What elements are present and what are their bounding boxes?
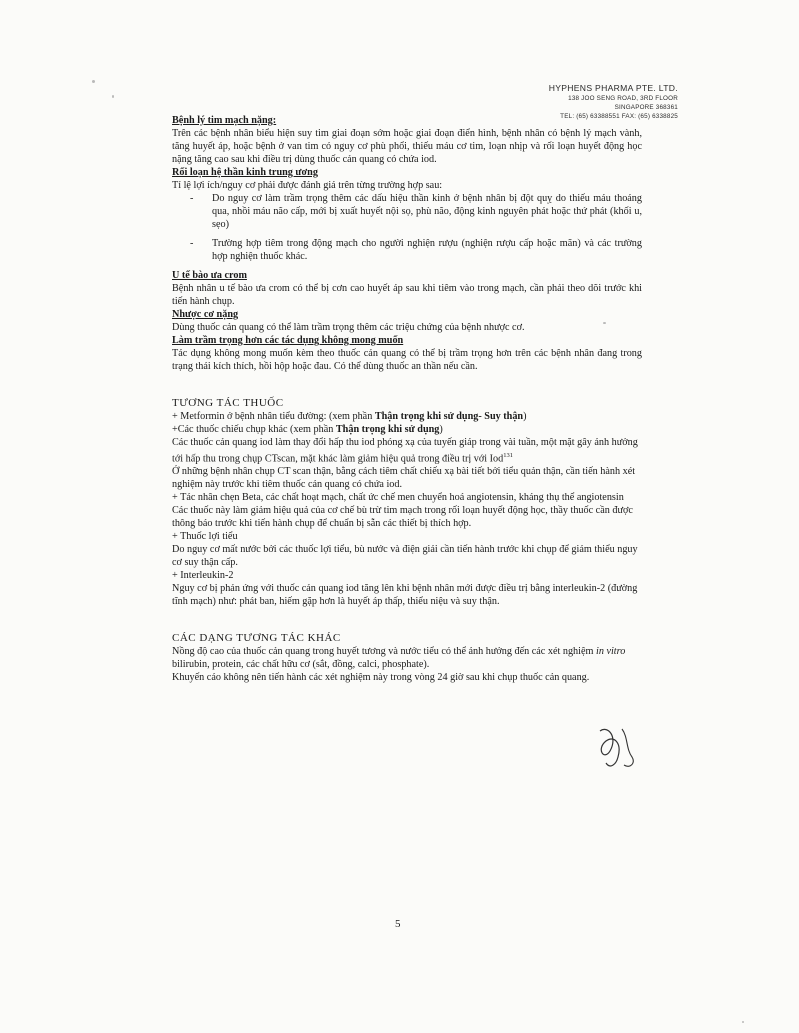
company-address-line2: SINGAPORE 368361 <box>614 104 678 111</box>
other-interactions-title: CÁC DẠNG TƯƠNG TÁC KHÁC <box>172 632 341 645</box>
scan-speck <box>112 95 114 98</box>
other-suffix: ) <box>439 424 443 435</box>
interleukin-text: Nguy cơ bị phản ứng với thuốc cản quang iod tăng lên khi bệnh nhân mới được điều trị bằng interleukin-2 (đường tĩnh mạch) như: phát ban, hiếm gặp hơn là huyết áp thấp, thiểu niệu và suy thận. <box>172 583 638 608</box>
scan-speck <box>92 80 95 83</box>
metformin-line <box>172 410 642 423</box>
section-text-myasthenia: Dùng thuốc cản quang có thể làm trầm trọng thêm các triệu chứng của bệnh nhược cơ. <box>172 322 525 333</box>
section-heading-cns: Rối loạn hệ thần kinh trung ương <box>172 167 318 178</box>
other-text-prefix: Nồng độ cao của thuốc cản quang trong huyết tương và nước tiểu có thể ảnh hưởng đến các xét nghiệm <box>172 646 596 658</box>
metformin-prefix: + Metformin ở bệnh nhân tiểu đường: (xem phần <box>172 411 375 422</box>
interactions-section <box>172 397 642 608</box>
section-heading-pheo: U tế bào ưa crom <box>172 270 247 281</box>
metformin-bold: Thận trọng khi sử dụng- Suy thận <box>374 411 524 422</box>
recommendation-text: Khuyến cáo không nên tiến hành các xét nghiệm này trong vòng 24 giờ sau khi chụp thuốc cản quang. <box>172 672 590 684</box>
ct-paragraph: Ở những bệnh nhân chụp CT scan thận, bằng cách tiêm chất chiếu xạ bài tiết bởi tiểu quản thận, cần tiến hành xét nghiệm này trước khi tiêm thuốc cản quang có chứa iod. <box>172 466 636 491</box>
other-prefix: +Các thuốc chiếu chụp khác (xem phần <box>172 424 336 435</box>
iod-superscript: 131 <box>503 452 513 459</box>
bullet-dash: - <box>190 193 194 204</box>
other-text-italic: in vitro <box>595 646 626 658</box>
other-interactions-section <box>172 632 642 684</box>
section-heading-myasthenia: Nhược cơ nặng <box>172 309 239 320</box>
iod-paragraph <box>172 436 642 465</box>
beta-blocker-desc: Các thuốc này làm giảm hiệu quả của cơ chế bù trừ tim mạch trong rối loạn huyết động học, thầy thuốc cần được thông báo trước khi tiến hành chụp để chuẩn bị sẵn các thiết bị thích hợp. <box>172 505 633 530</box>
list-item <box>190 237 642 263</box>
other-text-suffix: bilirubin, protein, các chất hữu cơ (sắt, đồng, calci, phosphate). <box>172 659 430 671</box>
interleukin-title: + Interleukin-2 <box>172 570 234 582</box>
metformin-suffix: ) <box>523 411 527 422</box>
interactions-title: TƯƠNG TÁC THUỐC <box>172 397 284 409</box>
company-address-line1: 138 JOO SENG ROAD, 3RD FLOOR <box>568 95 678 102</box>
iod-text: Các thuốc cản quang iod làm thay đổi hấp thu iod phóng xạ của tuyến giáp trong vài tuần, một mặt gây ảnh hưởng tới hấp thu trong chụp CTscan, mặt khác làm giảm hiệu quả trong điều trị với Iod <box>172 437 638 465</box>
other-interactions-text <box>172 645 642 671</box>
diuretic-text: Do nguy cơ mất nước bởi các thuốc lợi tiểu, bù nước và điện giải cần tiến hành trước khi chụp để giảm thiểu nguy cơ suy thận cấp. <box>172 544 638 569</box>
company-name: HYPHENS PHARMA PTE. LTD. <box>548 83 678 93</box>
other-bold: Thận trọng khi sử dụng <box>335 424 440 435</box>
other-imaging-line <box>172 423 642 436</box>
section-text-aggravation: Tác dụng không mong muốn kèm theo thuốc cản quang có thể bị trầm trọng hơn trên các bệnh nhân đang trong trạng thái kích thích, hồi hộp hoặc đau. Có thể dùng thuốc an thần nếu cần. <box>172 348 642 372</box>
section-text-cardio: Trên các bệnh nhân biểu hiện suy tim giai đoạn sớm hoặc giai đoạn điển hình, bệnh nhân có bệnh lý mạch vành, tăng huyết áp, hoặc bệnh ở van tim có nguy cơ phù phổi, thiếu máu cơ tim, loạn nhịp và rối loạn huyết động học nặng tăng cao sau khi điều trị dùng thuốc cản quang có chứa iod. <box>172 128 642 165</box>
section-text-pheo: Bệnh nhân u tế bào ưa crom có thể bị cơn cao huyết áp sau khi tiêm vào trong mạch, cần phải theo dõi trước khi tiến hành chụp. <box>172 283 642 307</box>
list-item <box>190 192 642 231</box>
section-heading-cardio: Bệnh lý tim mạch nặng: <box>172 115 277 126</box>
handwritten-initials-mark <box>592 723 642 773</box>
bullet-dash: - <box>190 238 194 249</box>
page-number: 5 <box>395 918 401 930</box>
scan-speck <box>742 1021 744 1023</box>
list-item-text: Do nguy cơ làm trầm trọng thêm các dấu hiệu thần kinh ở bệnh nhân bị đột quỵ do thiếu máu thoáng qua, nhồi máu não cấp, mới bị xuất huyết nội sọ, phù não, động kinh nguyên phát hoặc thứ phát (khối u, sẹo) <box>212 193 642 230</box>
section-intro-cns: Tỉ lệ lợi ích/nguy cơ phải được đánh giá trên từng trường hợp sau: <box>172 180 443 191</box>
list-item-text: Trường hợp tiêm trong động mạch cho người nghiện rượu (nghiện rượu cấp hoặc mãn) và các trường hợp nghiện thuốc khác. <box>212 238 642 262</box>
section-heading-aggravation: Làm trầm trọng hơn các tác dụng không mong muốn <box>172 335 404 346</box>
company-contact: TEL: (65) 63388551 FAX: (65) 6338825 <box>560 113 678 120</box>
diuretic-title: + Thuốc lợi tiểu <box>172 531 238 543</box>
page-content <box>172 114 642 684</box>
beta-blocker-line: + Tác nhân chẹn Beta, các chất hoạt mạch, chất ức chế men chuyển hoá angiotensin, kháng thụ thể angiotensin <box>172 492 624 504</box>
